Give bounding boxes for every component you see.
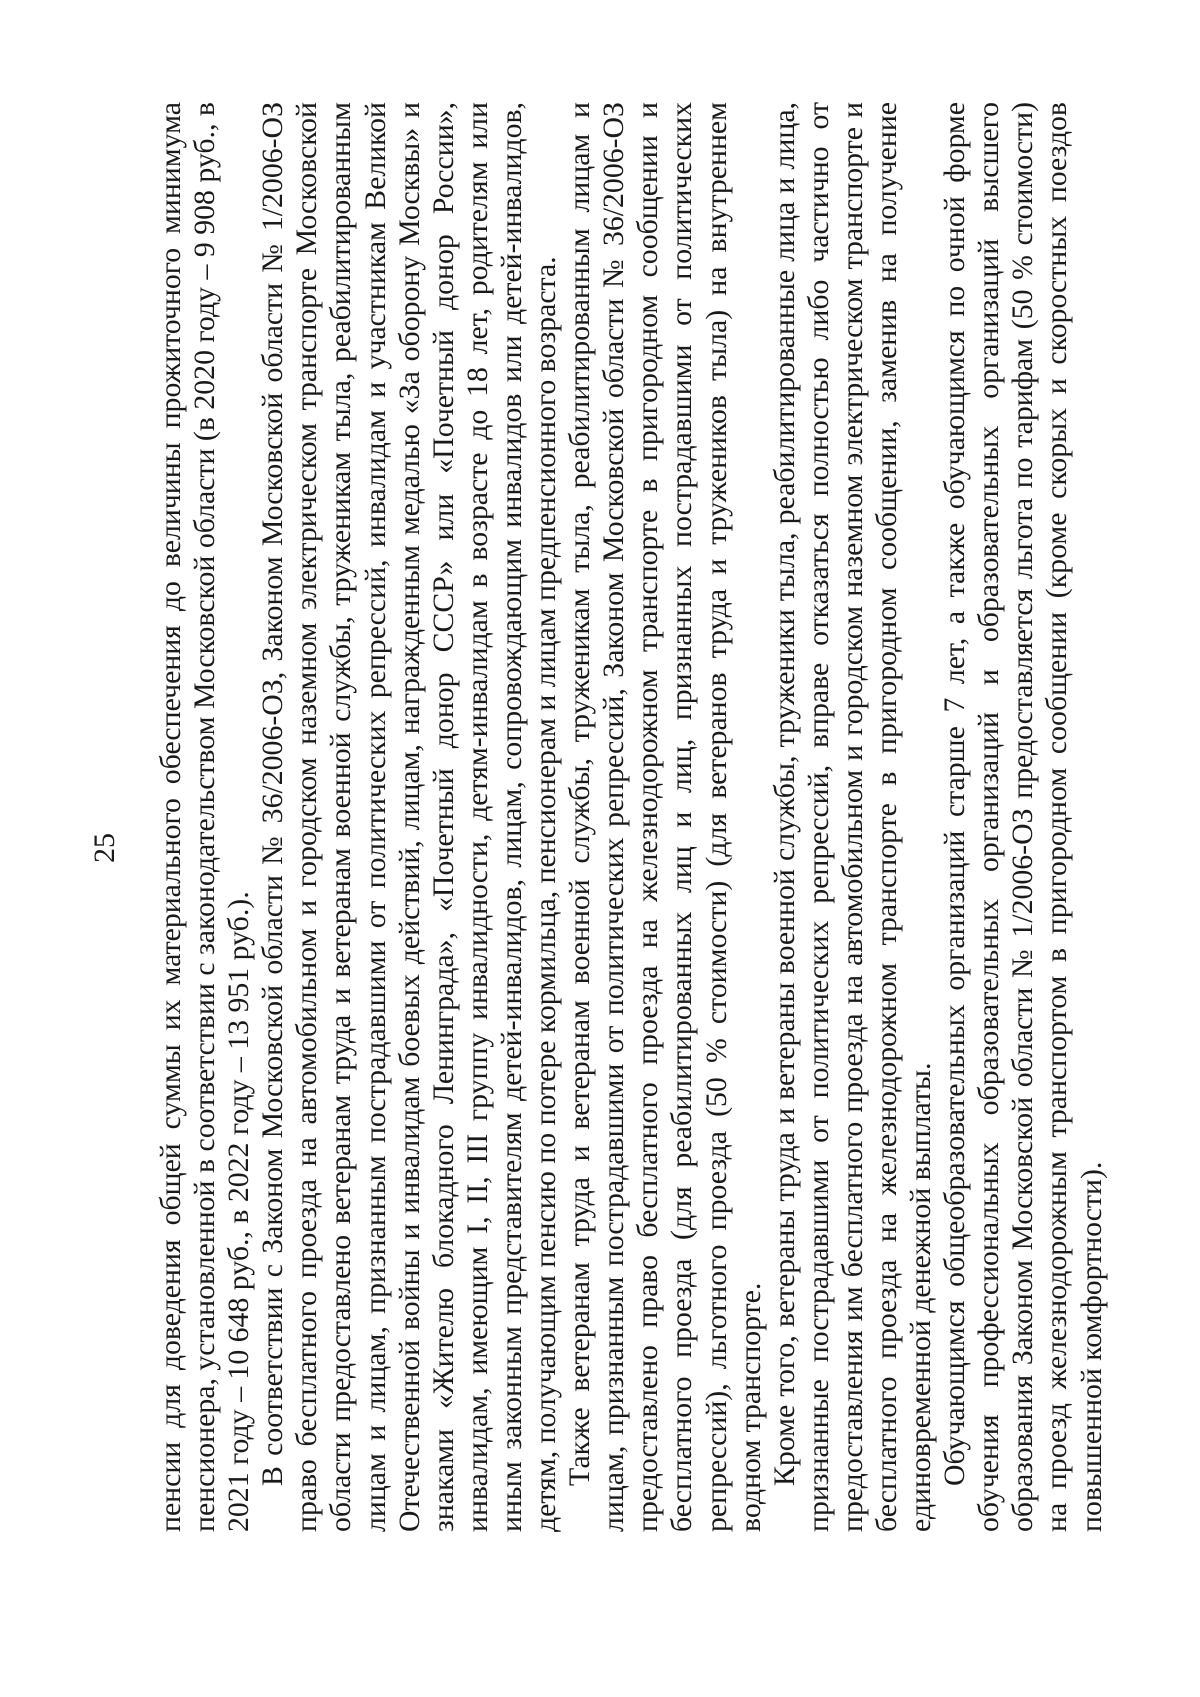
page-number: 25 xyxy=(88,833,121,863)
body-text xyxy=(154,102,1109,1532)
paragraph-rail-water-transport: Также ветеранам труда и ветеранам военной службы, труженикам тыла, реабилитированным лицам и лицам, признанным пострадавшими от политических репрессий, Законом Московской области № 36/2006-ОЗ предоставлено право бесплатного проезда на железнодорожном транспорте в пригородном сообщении и бесплатного проезда (для реабилитированных лиц и лиц, признанных пострадавшими от политических репрессий), льготного проезда (50 % стоимости) (для ветеранов труда и тружеников тыла) на внутреннем водном транспорте. xyxy=(563,102,767,1532)
paragraph-cash-payment-option: Кроме того, ветераны труда и ветераны военной службы, труженики тыла, реабилитированные лица и лица, признанные пострадавшими от политических репрессий, вправе отказаться полностью либо частично от предоставления им бесплатного проезда на автомобильном и городском наземном электрическом транспорте и бесплатного проезда на железнодорожном транспорте в пригородном сообщении, заменив на получение единовременной денежной выплаты. xyxy=(767,102,938,1532)
paragraph-student-discount: Обучающимся общеобразовательных организаций старше 7 лет, а также обучающимся по очной форме обучения профессиональных образовательных организаций и образовательных организаций высшего образования Законом Московской области № 1/2006-ОЗ предоставляется льгота по тарифам (50 % стоимости) на проезд железнодорожным транспортом в пригородном сообщении (кроме скорых и скоростных поездов повышенной комфортности). xyxy=(938,102,1108,1532)
paragraph-pension-supplement: пенсии для доведения общей суммы их материального обеспечения до величины прожиточного минимума пенсионера, установленной в соответствии с законодательством Московской области (в 2020 году – 9 908 руб., в 2021 году – 10 648 руб., в 2022 году – 13 951 руб.). xyxy=(154,102,256,1532)
scanned-page xyxy=(80,28,1120,1668)
paragraph-free-travel-categories: В соответствии с Законом Московской области № 36/2006-ОЗ, Законом Московской области № 1/2006-ОЗ право бесплатного проезда на автомобильном и городском наземном электрическом транспорте Московской области предоставлено ветеранам труда и ветеранам военной службы, труженикам тыла, реабилитированным лицам и лицам, признанным пострадавшими от политических репрессий, инвалидам и участникам Великой Отечественной войны и инвалидам боевых действий, лицам, награжденным медалью «За оборону Москвы» и знаками «Жителю блокадного Ленинграда», «Почетный донор СССР» или «Почетный донор России», инвалидам, имеющим I, II, III группу инвалидности, детям-инвалидам в возрасте до 18 лет, родителям или иным законным представителям детей-инвалидов, лицам, сопровождающим инвалидов или детей-инвалидов, детям, получающим пенсию по потере кормильца, пенсионерам и лицам предпенсионного возраста. xyxy=(256,102,563,1532)
